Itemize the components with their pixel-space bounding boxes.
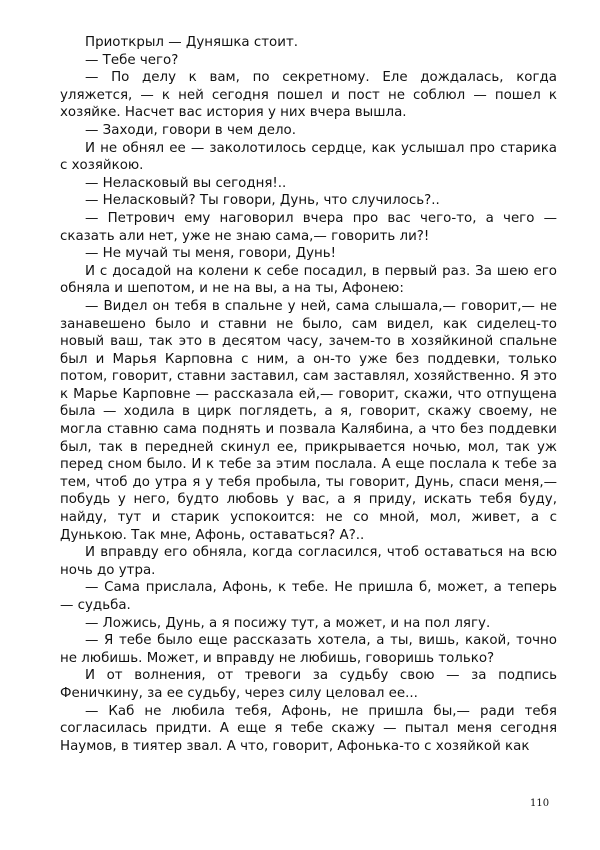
paragraph: — Петрович ему наговорил вчера про вас чего-то, а чего — сказать али нет, уже не знаю сама,— говорить ли?! bbox=[60, 210, 557, 244]
paragraph: — Я тебе было еще рассказать хотела, а ты, вишь, какой, точно не любишь. Может, и вправду не любишь, говоришь только? bbox=[60, 633, 557, 666]
paragraph: — Сама прислала, Афонь, к тебе. Не пришла б, может, а теперь — судьба. bbox=[60, 580, 557, 613]
paragraph: — Тебе чего? bbox=[85, 52, 179, 68]
paragraph: И от волнения, от тревоги за судьбу свою — за подпись Феничкину, за ее судьбу, через силу целовал ее... bbox=[60, 668, 557, 701]
paragraph: И с досадой на колени к себе посадил, в первый раз. За шею его обняла и шепотом, и не на вы, а на ты, Афонею: bbox=[60, 263, 557, 297]
paragraph: — Неласковый вы сегодня!.. bbox=[85, 175, 287, 191]
paragraph: — По делу к вам, по секретному. Еле дождалась, когда уляжется, — к ней сегодня пошел и пост не соблюл — пошел к хозяйке. Насчет вас история у них вчера вышла. bbox=[60, 70, 557, 121]
paragraph: — Видел он тебя в спальне у ней, сама слышала,— говорит,— не занавешено было и ставни не было, сам видел, как сиделец-то новый ваш, так это в десятом часу, зачем-то в хозяйкиной спальне был и Марья Карповна с ним, а он-то уже без поддевки, только потом, говорит, ставни заставил, сам заставлял, хозяйственно. Я это к Марье Карповне — рассказала ей,— говорит, скажи, что отпущена была — ходила в цирк поглядеть, а я, говорит, скажу своему, не могла ставню сама поднять и позвала Калябина, а что без поддевки был, так в передней скинул ее, прикрывается ночью, мол, так уж перед сном было. И к тебе за этим послала. А еще послала к тебе за тем, чтоб до утра я у тебя пробыла, ты говорит, Дунь, спаси меня,— побудь у него, будто любовь у вас, а я приду, искать тебя буду, найду, тут и старик успокоится: не со мной, мол, живет, а с Дунькою. Так мне, Афонь, оставаться? А?.. bbox=[60, 298, 557, 543]
page-text bbox=[60, 34, 557, 755]
page-number: 110 bbox=[530, 798, 550, 809]
paragraph: — Не мучай ты меня, говори, Дунь! bbox=[85, 246, 337, 262]
paragraph: — Заходи, говори в чем дело. bbox=[85, 122, 296, 138]
paragraph: И не обнял ее — заколотилось сердце, как услышал про старика с хозяйкою. bbox=[60, 140, 557, 174]
paragraph: — Неласковый? Ты говори, Дунь, что случилось?.. bbox=[85, 193, 440, 209]
paragraph: — Ложись, Дунь, а я посижу тут, а может, и на пол лягу. bbox=[85, 615, 491, 631]
paragraph: Приоткрыл — Дуняшка стоит. bbox=[85, 35, 299, 50]
paragraph: — Каб не любила тебя, Афонь, не пришла бы,— ради тебя согласилась придти. А еще я тебе скажу — пытал меня сегодня Наумов, в тиятер звал. А что, говорит, Афонька-то с хозяйкой как bbox=[60, 703, 557, 754]
paragraph: И вправду его обняла, когда согласился, чтоб оставаться на всю ночь до утра. bbox=[60, 545, 557, 578]
